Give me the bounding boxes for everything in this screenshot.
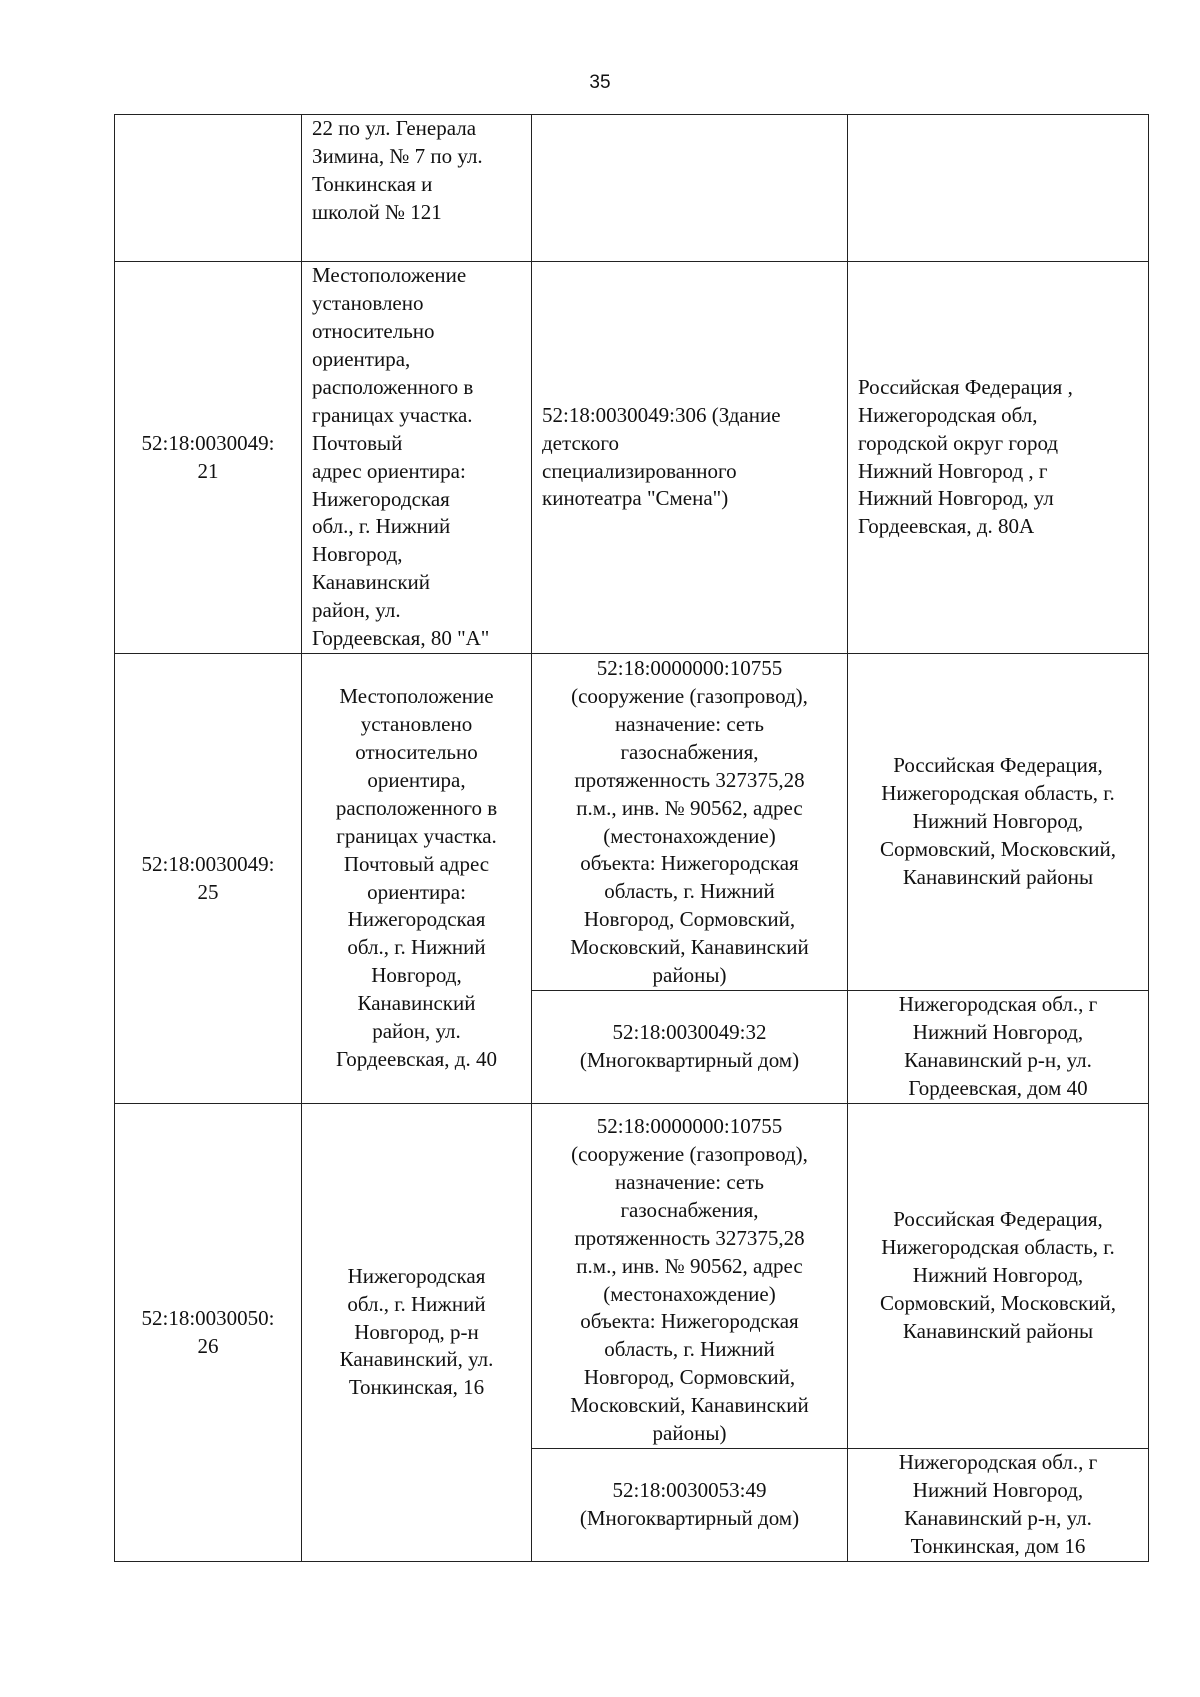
address-cell: Российская Федерация, Нижегородская область, г. Нижний Новгород, Сормовский, Московский, Канавинский районы — [848, 1104, 1149, 1449]
land-plots-table — [114, 114, 1149, 1562]
table-row — [115, 262, 1149, 654]
object-cell: 52:18:0030049:32 (Многоквартирный дом) — [532, 991, 848, 1104]
location-cell: Местоположение установлено относительно ориентира, расположенного в границах участка. Почтовый адрес ориентира: Нижегородская обл., г. Нижний Новгород, Канавинский район, ул. Гордеевская, 80 "А" — [302, 262, 532, 654]
table-row — [115, 1104, 1149, 1449]
address-cell — [848, 115, 1149, 262]
address-cell: Российская Федерация, Нижегородская область, г. Нижний Новгород, Сормовский, Московский, Канавинский районы — [848, 654, 1149, 991]
object-cell: 52:18:0000000:10755 (сооружение (газопровод), назначение: сеть газоснабжения, протяженность 327375,28 п.м., инв. № 90562, адрес (местонахождение) объекта: Нижегородская область, г. Нижний Новгород, Сормовский, Московский, Канавинский районы) — [532, 1104, 848, 1449]
location-cell: 22 по ул. Генерала Зимина, № 7 по ул. Тонкинская и школой № 121 — [302, 115, 532, 262]
object-cell: 52:18:0030049:306 (Здание детского специализированного кинотеатра "Смена") — [532, 262, 848, 654]
object-cell: 52:18:0000000:10755 (сооружение (газопровод), назначение: сеть газоснабжения, протяженность 327375,28 п.м., инв. № 90562, адрес (местонахождение) объекта: Нижегородская область, г. Нижний Новгород, Сормовский, Московский, Канавинский районы) — [532, 654, 848, 991]
page-number: 35 — [589, 72, 611, 93]
location-cell: Нижегородская обл., г. Нижний Новгород, р-н Канавинский, ул. Тонкинская, 16 — [302, 1104, 532, 1562]
address-cell: Российская Федерация , Нижегородская обл, городской округ город Нижний Новгород , г Нижний Новгород, ул Гордеевская, д. 80А — [848, 262, 1149, 654]
cadastral-cell: 52:18:0030050: 26 — [115, 1104, 302, 1562]
table-row — [115, 115, 1149, 262]
cadastral-cell: 52:18:0030049: 21 — [115, 262, 302, 654]
object-cell — [532, 115, 848, 262]
address-cell: Нижегородская обл., г Нижний Новгород, Канавинский р-н, ул. Гордеевская, дом 40 — [848, 991, 1149, 1104]
address-cell: Нижегородская обл., г Нижний Новгород, Канавинский р-н, ул. Тонкинская, дом 16 — [848, 1449, 1149, 1562]
table-row — [115, 654, 1149, 991]
cadastral-cell — [115, 115, 302, 262]
cadastral-cell: 52:18:0030049: 25 — [115, 654, 302, 1104]
object-cell: 52:18:0030053:49 (Многоквартирный дом) — [532, 1449, 848, 1562]
location-cell: Местоположение установлено относительно ориентира, расположенного в границах участка. Почтовый адрес ориентира: Нижегородская обл., г. Нижний Новгород, Канавинский район, ул. Гордеевская, д. 40 — [302, 654, 532, 1104]
